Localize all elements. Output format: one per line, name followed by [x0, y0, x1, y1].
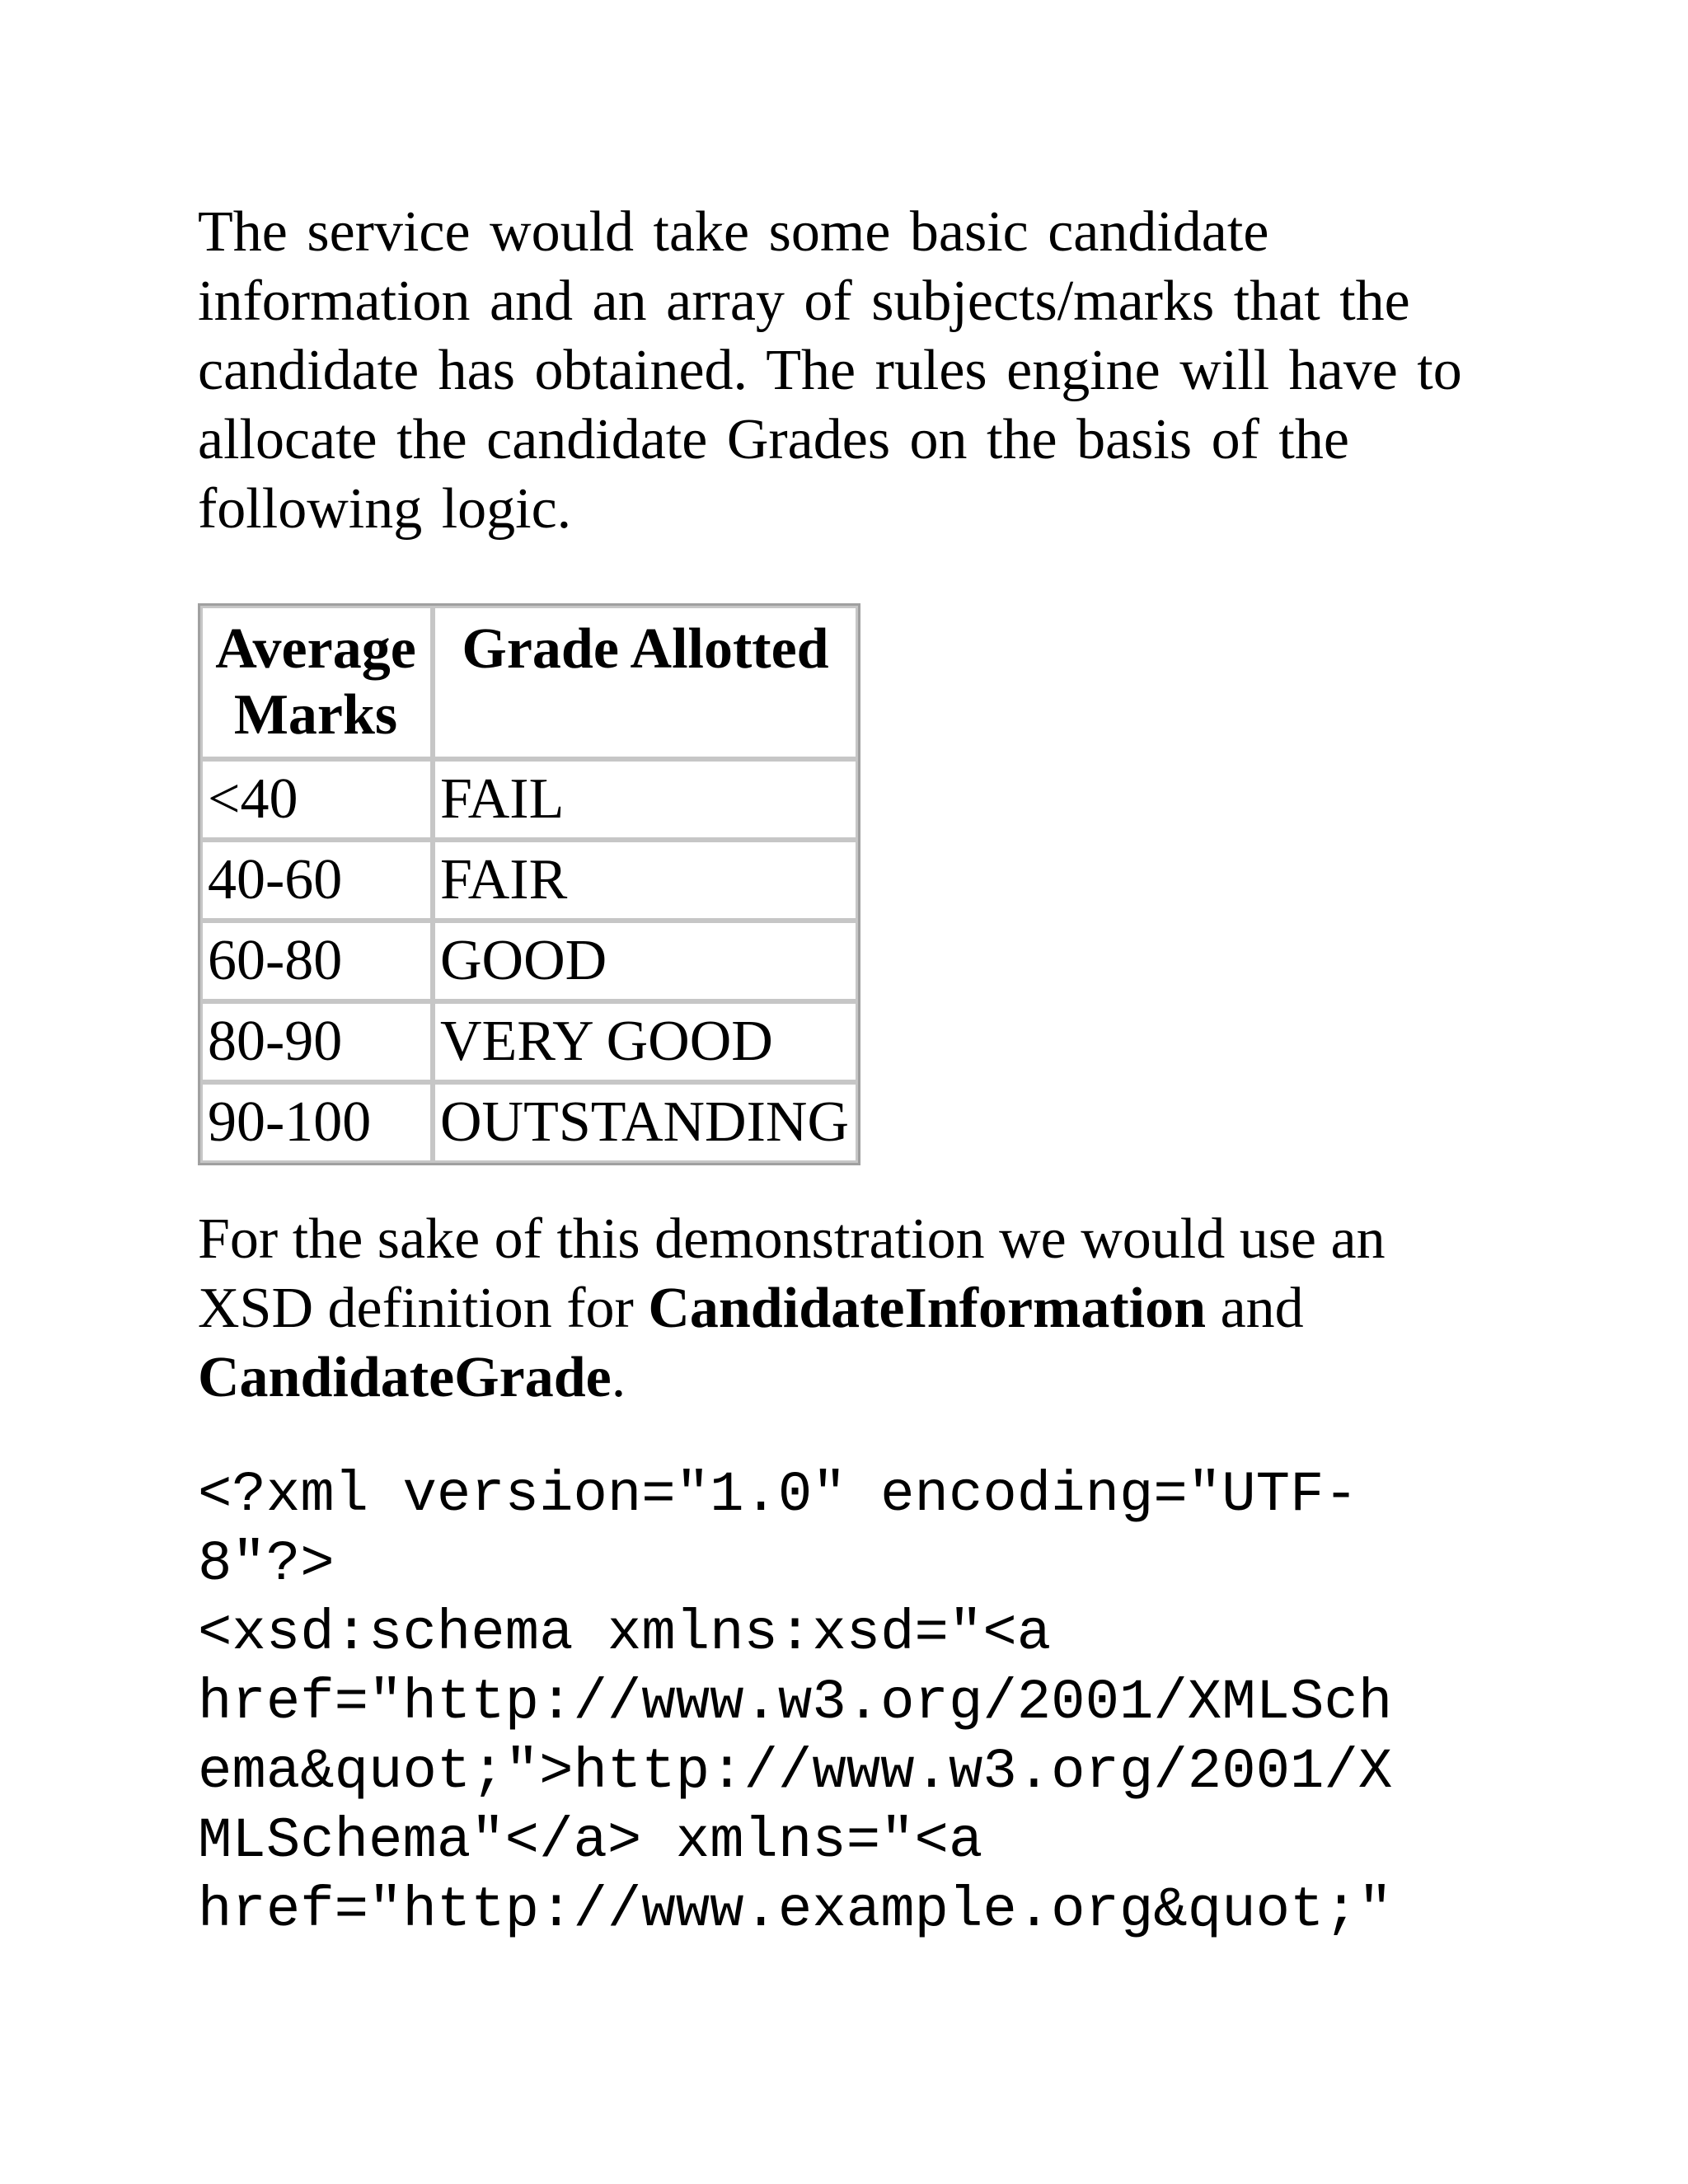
outro-text: and: [1206, 1277, 1304, 1340]
header-average-marks: Average Marks: [200, 606, 433, 759]
grade-cell: FAIL: [433, 759, 858, 840]
intro-line: information and an array of subjects/marks that the: [198, 269, 1410, 333]
intro-line: allocate the candidate Grades on the basis of the: [198, 408, 1349, 471]
table-row: [200, 759, 858, 840]
code-line: MLSchema"</a> xmlns="<a: [198, 1809, 983, 1873]
outro-text: .: [611, 1346, 626, 1409]
code-line: href="http://www.w3.org/2001/XMLSch: [198, 1671, 1393, 1735]
outro-paragraph: [198, 1205, 1500, 1413]
marks-cell: 90-100: [200, 1082, 433, 1163]
document-page: [198, 198, 1500, 1945]
table-row: [200, 921, 858, 1001]
table-row: [200, 1001, 858, 1082]
table-row: [200, 840, 858, 921]
table-row: [200, 1082, 858, 1163]
marks-cell: <40: [200, 759, 433, 840]
code-line: href="http://www.example.org&quot;": [198, 1878, 1393, 1943]
marks-cell: 80-90: [200, 1001, 433, 1082]
marks-cell: 60-80: [200, 921, 433, 1001]
outro-text: XSD definition for: [198, 1277, 649, 1340]
intro-line: candidate has obtained. The rules engine will have to: [198, 339, 1462, 402]
intro-line: following logic.: [198, 477, 572, 541]
grade-table-header-row: [200, 606, 858, 759]
code-line: <xsd:schema xmlns:xsd="<a: [198, 1601, 1052, 1666]
grade-cell: GOOD: [433, 921, 858, 1001]
intro-line: The service would take some basic candidate: [198, 200, 1269, 264]
candidate-information-term: CandidateInformation: [648, 1277, 1207, 1340]
intro-paragraph: [198, 198, 1500, 544]
code-line: <?xml version="1.0" encoding="UTF-: [198, 1463, 1358, 1527]
grade-cell: VERY GOOD: [433, 1001, 858, 1082]
code-line: ema&quot;">http://www.w3.org/2001/X: [198, 1740, 1393, 1804]
candidate-grade-term: CandidateGrade: [198, 1346, 612, 1409]
grade-table: [198, 603, 860, 1165]
header-grade-allotted: Grade Allotted: [433, 606, 858, 759]
grade-cell: OUTSTANDING: [433, 1082, 858, 1163]
grade-cell: FAIR: [433, 840, 858, 921]
marks-cell: 40-60: [200, 840, 433, 921]
outro-line: For the sake of this demonstration we would use an: [198, 1207, 1386, 1271]
code-line: 8"?>: [198, 1532, 335, 1596]
xml-code-block: [198, 1460, 1500, 1945]
